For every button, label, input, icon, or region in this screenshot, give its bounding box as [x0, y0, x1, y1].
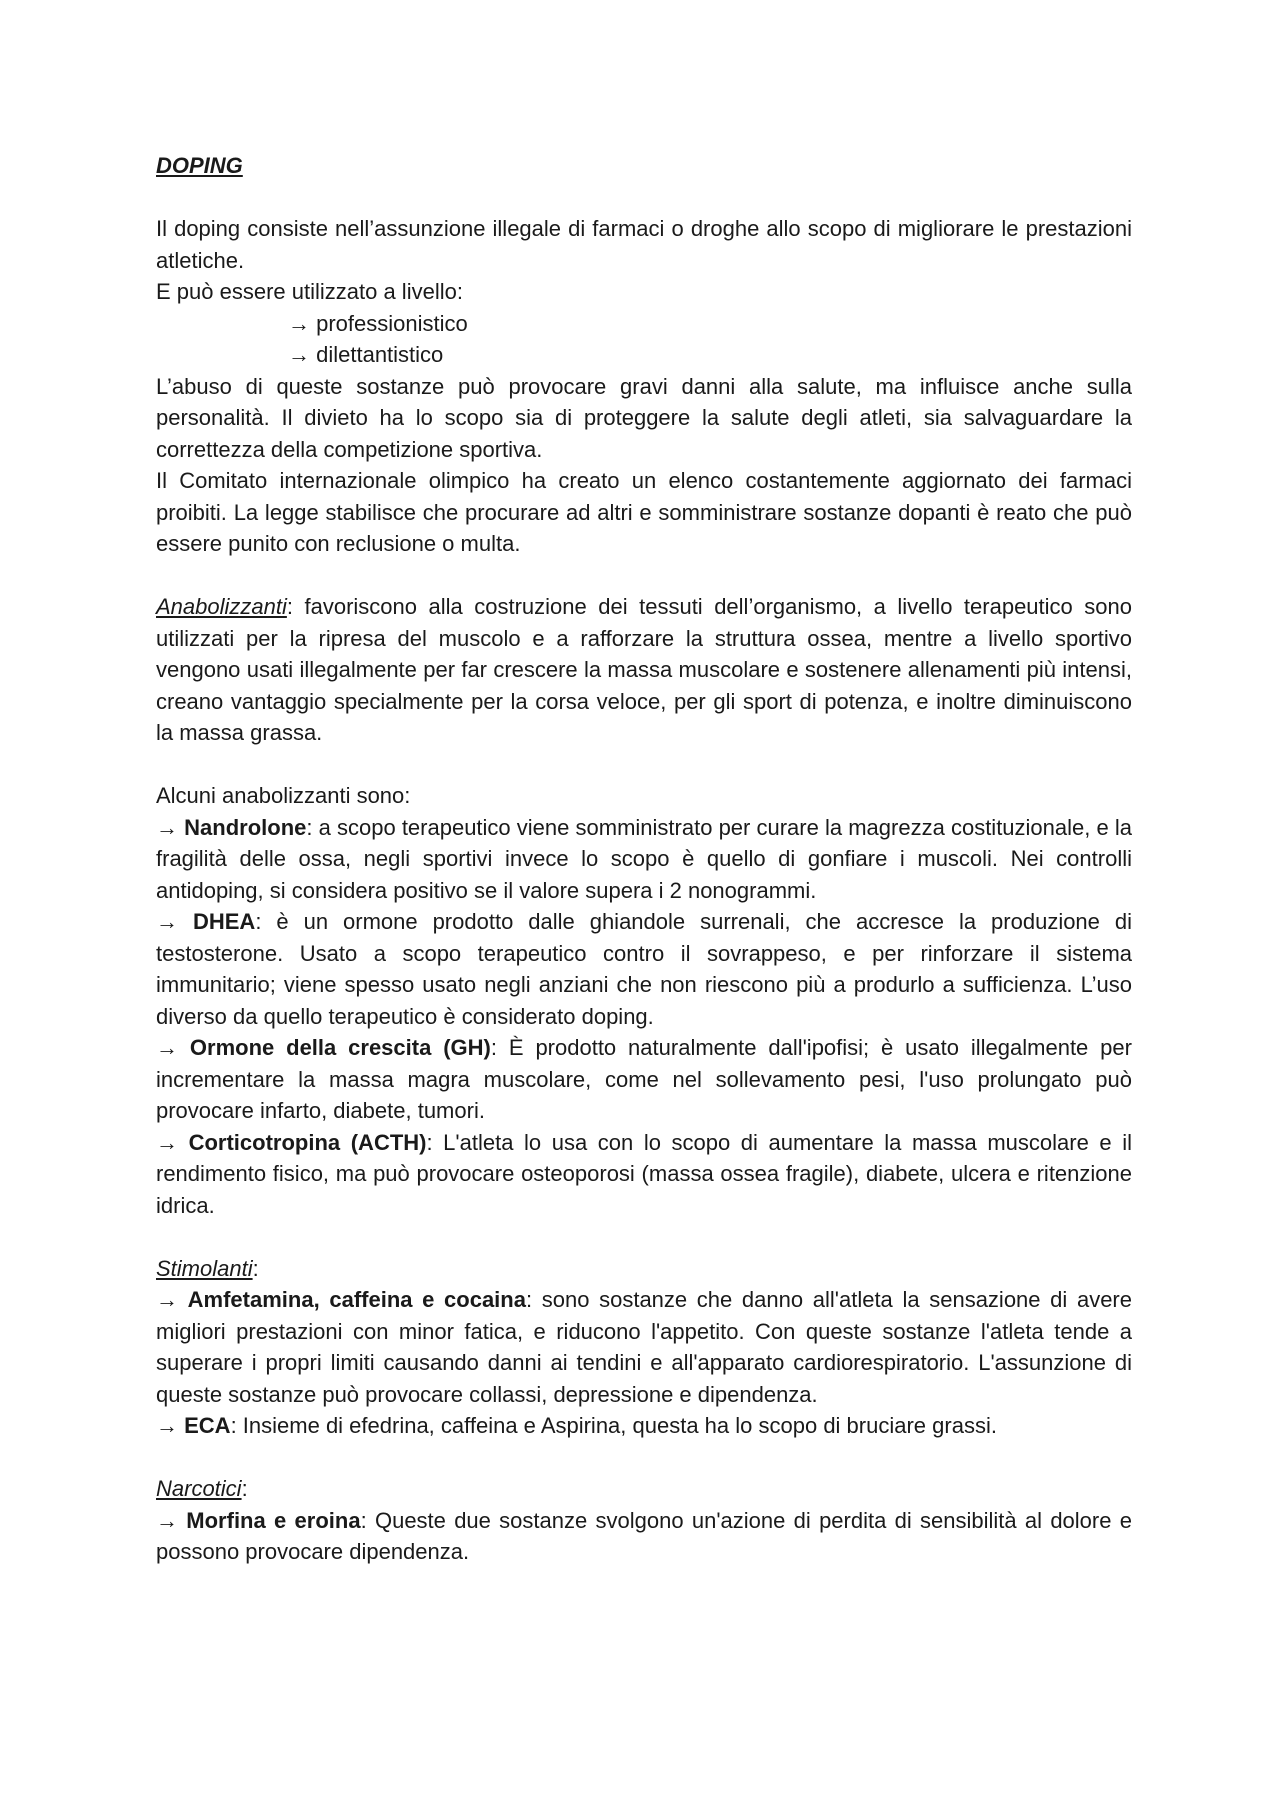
list-item — [156, 906, 1132, 1032]
section-heading-anabolizzanti: Anabolizzanti — [156, 594, 287, 619]
item-text: : a scopo terapeutico viene somministrato per curare la magrezza costituzionale, e la fragilità delle ossa, negli sportivi invece lo scopo è quello di gonfiare i muscoli. Nei controlli antidoping, si considera positivo se il valore supera i 2 nonogrammi. — [156, 814, 1132, 903]
stimolanti-heading-line — [156, 1253, 1132, 1285]
spacer — [156, 560, 1132, 592]
arrow-icon: → — [156, 1507, 187, 1533]
arrow-icon: → — [156, 1129, 189, 1155]
item-text: : È prodotto naturalmente dall'ipofisi; è usato illegalmente per incrementare la massa magra muscolare, come nel sollevamento pesi, l'uso prolungato può provocare infarto, diabete, tumori. — [156, 1035, 1132, 1123]
section-heading-stimolanti: Stimolanti — [156, 1255, 253, 1281]
item-text: : Queste due sostanze svolgono un'azione di perdita di sensibilità al dolore e possono provocare dipendenza. — [156, 1507, 1132, 1564]
intro-paragraph: L’abuso di queste sostanze può provocare gravi danni alla salute, ma influisce anche sulla personalità. Il divieto ha lo scopo sia di proteggere la salute degli atleti, sia salvaguardare la correttezza della competizione sportiva. — [156, 373, 1132, 462]
spacer — [156, 1442, 1132, 1474]
arrow-icon: → — [156, 1413, 185, 1438]
anabolizzanti-list-intro: Alcuni anabolizzanti sono: — [156, 783, 411, 808]
list-item — [156, 1505, 1132, 1568]
item-text: : è un ormone prodotto dalle ghiandole surrenali, che accresce la produzione di testosterone. Usato a scopo terapeutico contro il sovrappeso, e per rinforzare il sistema immunitario; viene spesso usato negli anziani che non riescono più a produrlo a sufficienza. L’uso diverso da quello terapeutico è considerato doping. — [156, 909, 1132, 1029]
level-item: → dilettantistico — [288, 342, 444, 367]
arrow-icon: → — [156, 1035, 190, 1060]
item-name: ECA — [184, 1413, 231, 1438]
item-name: Amfetamina, caffeina e cocaina — [187, 1287, 526, 1312]
list-item — [156, 1127, 1132, 1222]
item-text: : sono sostanze che danno all'atleta la sensazione di avere migliori prestazioni con minor fatica, e riducono l'appetito. Con queste sostanze l'atleta tende a superare i propri limiti causando danni ai tendini e all'apparato cardiorespiratorio. L'assunzione di queste sostanze può provocare collassi, depressione e dipendenza. — [156, 1287, 1132, 1407]
item-text: : L'atleta lo usa con lo scopo di aumentare la massa muscolare e il rendimento fisico, ma può provocare osteoporosi (massa ossea fragile), diabete, ulcera e ritenzione idrica. — [156, 1129, 1132, 1218]
section-heading-narcotici: Narcotici — [156, 1476, 242, 1501]
arrow-icon: → — [156, 814, 185, 840]
item-name: Nandrolone — [184, 814, 307, 840]
page-title: DOPING — [156, 153, 243, 178]
heading-colon: : — [252, 1255, 259, 1281]
list-item — [156, 812, 1132, 907]
anabolizzanti-text: : favoriscono alla costruzione dei tessuti dell’organismo, a livello terapeutico sono utilizzati per la ripresa del muscolo e a rafforzare la struttura ossea, mentre a livello sportivo vengono usati illegalmente per far crescere la massa muscolare e sostenere allenamenti più intensi, creano vantaggio specialmente per la corsa veloce, per gli sport di potenza, e inoltre diminuiscono la massa grassa. — [156, 594, 1132, 745]
spacer — [156, 749, 1132, 781]
document-page — [156, 150, 1132, 1568]
arrow-icon: → — [156, 1287, 188, 1312]
level-item: → professionistico — [288, 310, 468, 336]
spacer — [156, 1221, 1132, 1253]
list-item — [156, 1032, 1132, 1127]
item-name: DHEA — [192, 909, 256, 934]
narcotici-heading-line — [156, 1473, 1132, 1505]
intro-paragraph: Il doping consiste nell’assunzione illegale di farmaci o droghe allo scopo di migliorare le prestazioni atletiche. — [156, 216, 1132, 273]
heading-colon: : — [241, 1476, 248, 1501]
arrow-icon: → — [156, 909, 193, 934]
anabolizzanti-paragraph — [156, 591, 1132, 749]
item-name: Ormone della crescita (GH) — [189, 1035, 491, 1060]
item-text: : Insieme di efedrina, caffeina e Aspirina, questa ha lo scopo di bruciare grassi. — [230, 1413, 997, 1438]
item-name: Corticotropina (ACTH) — [188, 1129, 427, 1155]
intro-levels-lead: E può essere utilizzato a livello: — [156, 279, 463, 304]
item-name: Morfina e eroina — [186, 1507, 361, 1533]
intro-paragraph: Il Comitato internazionale olimpico ha creato un elenco costantemente aggiornato dei farmaci proibiti. La legge stabilisce che procurare ad altri e somministrare sostanze dopanti è reato che può essere punito con reclusione o multa. — [156, 468, 1132, 556]
list-item — [156, 1284, 1132, 1410]
list-item — [156, 1410, 1132, 1442]
